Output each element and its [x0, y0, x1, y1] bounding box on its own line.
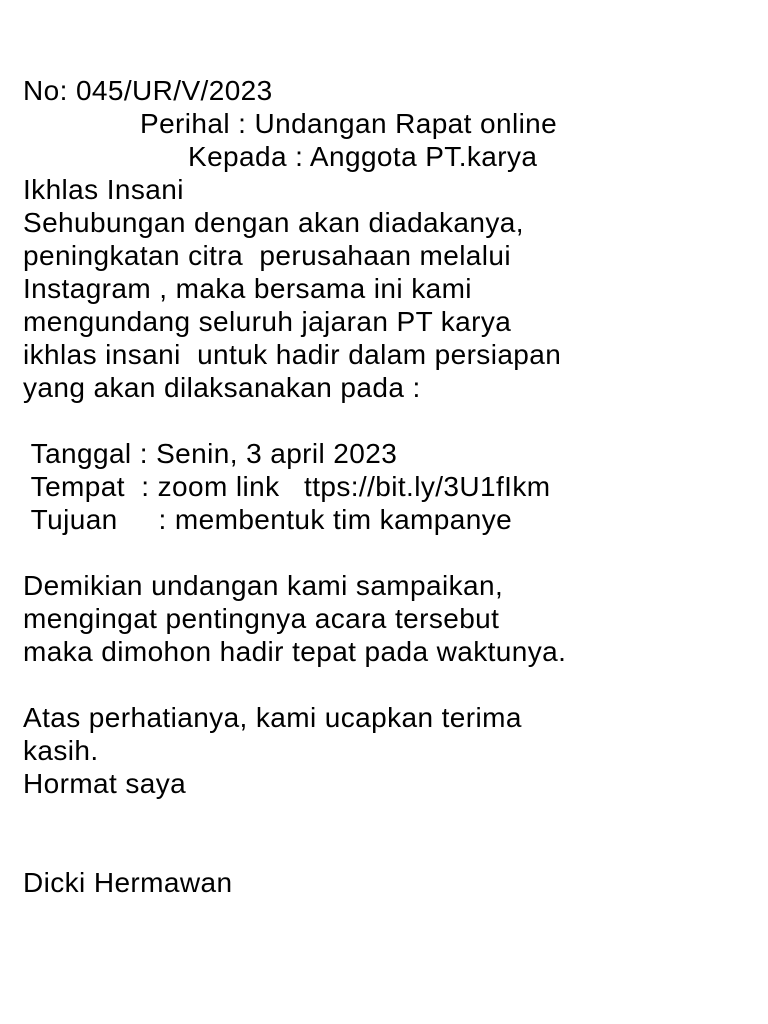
signatory-name: Dicki Hermawan: [23, 867, 233, 898]
detail-purpose: Tujuan : membentuk tim kampanye: [23, 504, 513, 535]
closing-line: Demikian undangan kami sampaikan,: [23, 570, 504, 601]
detail-place: Tempat : zoom link ttps://bit.ly/3U1fIkm: [23, 471, 551, 502]
body-line: ikhlas insani untuk hadir dalam persiapan: [23, 339, 562, 370]
letter-recipient: Kepada : Anggota PT.karya: [188, 141, 538, 172]
thanks-line: kasih.: [23, 735, 99, 766]
body-line: yang akan dilaksanakan pada :: [23, 372, 421, 403]
letter-subject: Perihal : Undangan Rapat online: [140, 108, 558, 139]
thanks-line: Atas perhatianya, kami ucapkan terima: [23, 702, 522, 733]
letter-recipient-continued: Ikhlas Insani: [23, 174, 184, 205]
closing-line: maka dimohon hadir tepat pada waktunya.: [23, 636, 567, 667]
detail-date: Tanggal : Senin, 3 april 2023: [23, 438, 398, 469]
body-line: Instagram , maka bersama ini kami: [23, 273, 472, 304]
regards: Hormat saya: [23, 768, 187, 799]
letter-number: No: 045/UR/V/2023: [23, 75, 273, 106]
body-line: Sehubungan dengan akan diadakanya,: [23, 207, 524, 238]
body-line: mengundang seluruh jajaran PT karya: [23, 306, 512, 337]
closing-line: mengingat pentingnya acara tersebut: [23, 603, 500, 634]
body-line: peningkatan citra perusahaan melalui: [23, 240, 511, 271]
